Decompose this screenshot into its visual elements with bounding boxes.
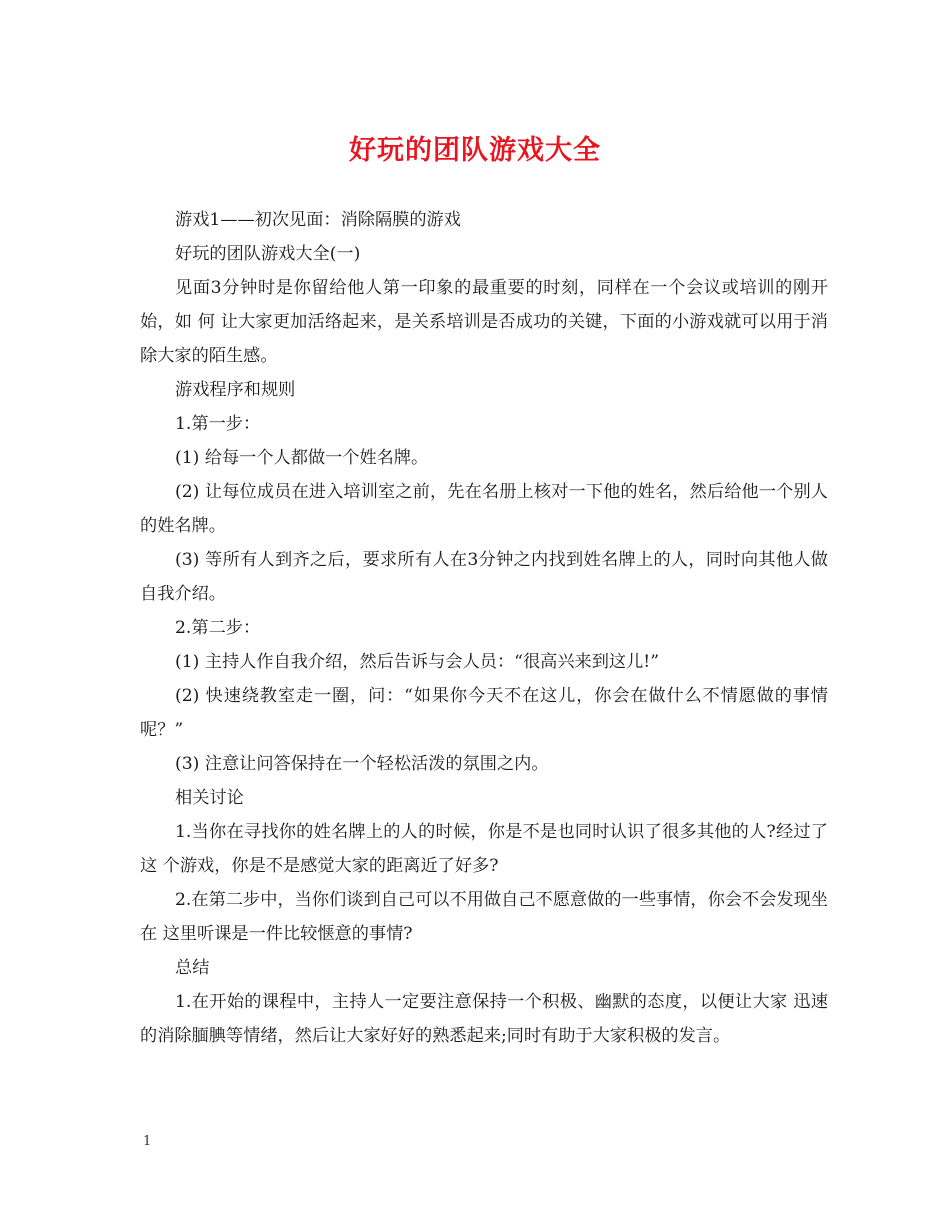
paragraph-subtitle: 好玩的团队游戏大全(一) xyxy=(175,244,361,264)
section-heading-summary: 总结 xyxy=(175,958,210,978)
step-2-item-3: (3) 注意让问答保持在一个轻松活泼的氛围之内。 xyxy=(175,754,549,774)
step-2-item-1: (1) 主持人作自我介绍，然后告诉与会人员：“很高兴来到这儿!” xyxy=(175,652,659,672)
section-heading-rules: 游戏程序和规则 xyxy=(175,380,296,400)
summary-item-1: 1.在开始的课程中，主持人一定要注意保持一个积极、幽默的态度，以便让大家 迅速的消除腼腆等情绪，然后让大家好好的熟悉起来;同时有助于大家积极的发言。 xyxy=(140,992,828,1046)
document-body xyxy=(140,203,828,1053)
step-1-heading: 1.第一步： xyxy=(175,414,261,434)
paragraph-game-1-heading: 游戏1——初次见面：消除隔膜的游戏 xyxy=(175,210,461,230)
step-1-item-3: (3) 等所有人到齐之后，要求所有人在3分钟之内找到姓名牌上的人，同时向其他人做自我介绍。 xyxy=(140,550,828,604)
paragraph-intro: 见面3分钟时是你留给他人第一印象的最重要的时刻，同样在一个会议或培训的刚开始，如 何 让大家更加活络起来，是关系培训是否成功的关键，下面的小游戏就可以用于消除大家的陌生感。 xyxy=(140,278,828,366)
document-title: 好玩的团队游戏大全 xyxy=(349,135,601,166)
page-number: 1 xyxy=(143,1134,152,1149)
step-1-item-2: (2) 让每位成员在进入培训室之前，先在名册上核对一下他的姓名，然后给他一个别人的姓名牌。 xyxy=(140,482,828,536)
discussion-item-1: 1.当你在寻找你的姓名牌上的人的时候，你是不是也同时认识了很多其他的人?经过了这 个游戏，你是不是感觉大家的距离近了好多? xyxy=(140,822,828,876)
section-heading-discussion: 相关讨论 xyxy=(175,788,244,808)
step-2-heading: 2.第二步： xyxy=(175,618,261,638)
step-2-item-2: (2) 快速绕教室走一圈，问：“如果你今天不在这儿，你会在做什么不情愿做的事情呢？” xyxy=(140,686,828,740)
discussion-item-2: 2.在第二步中，当你们谈到自己可以不用做自己不愿意做的一些事情，你会不会发现坐在 这里听课是一件比较惬意的事情? xyxy=(140,890,828,944)
step-1-item-1: (1) 给每一个人都做一个姓名牌。 xyxy=(175,448,429,468)
